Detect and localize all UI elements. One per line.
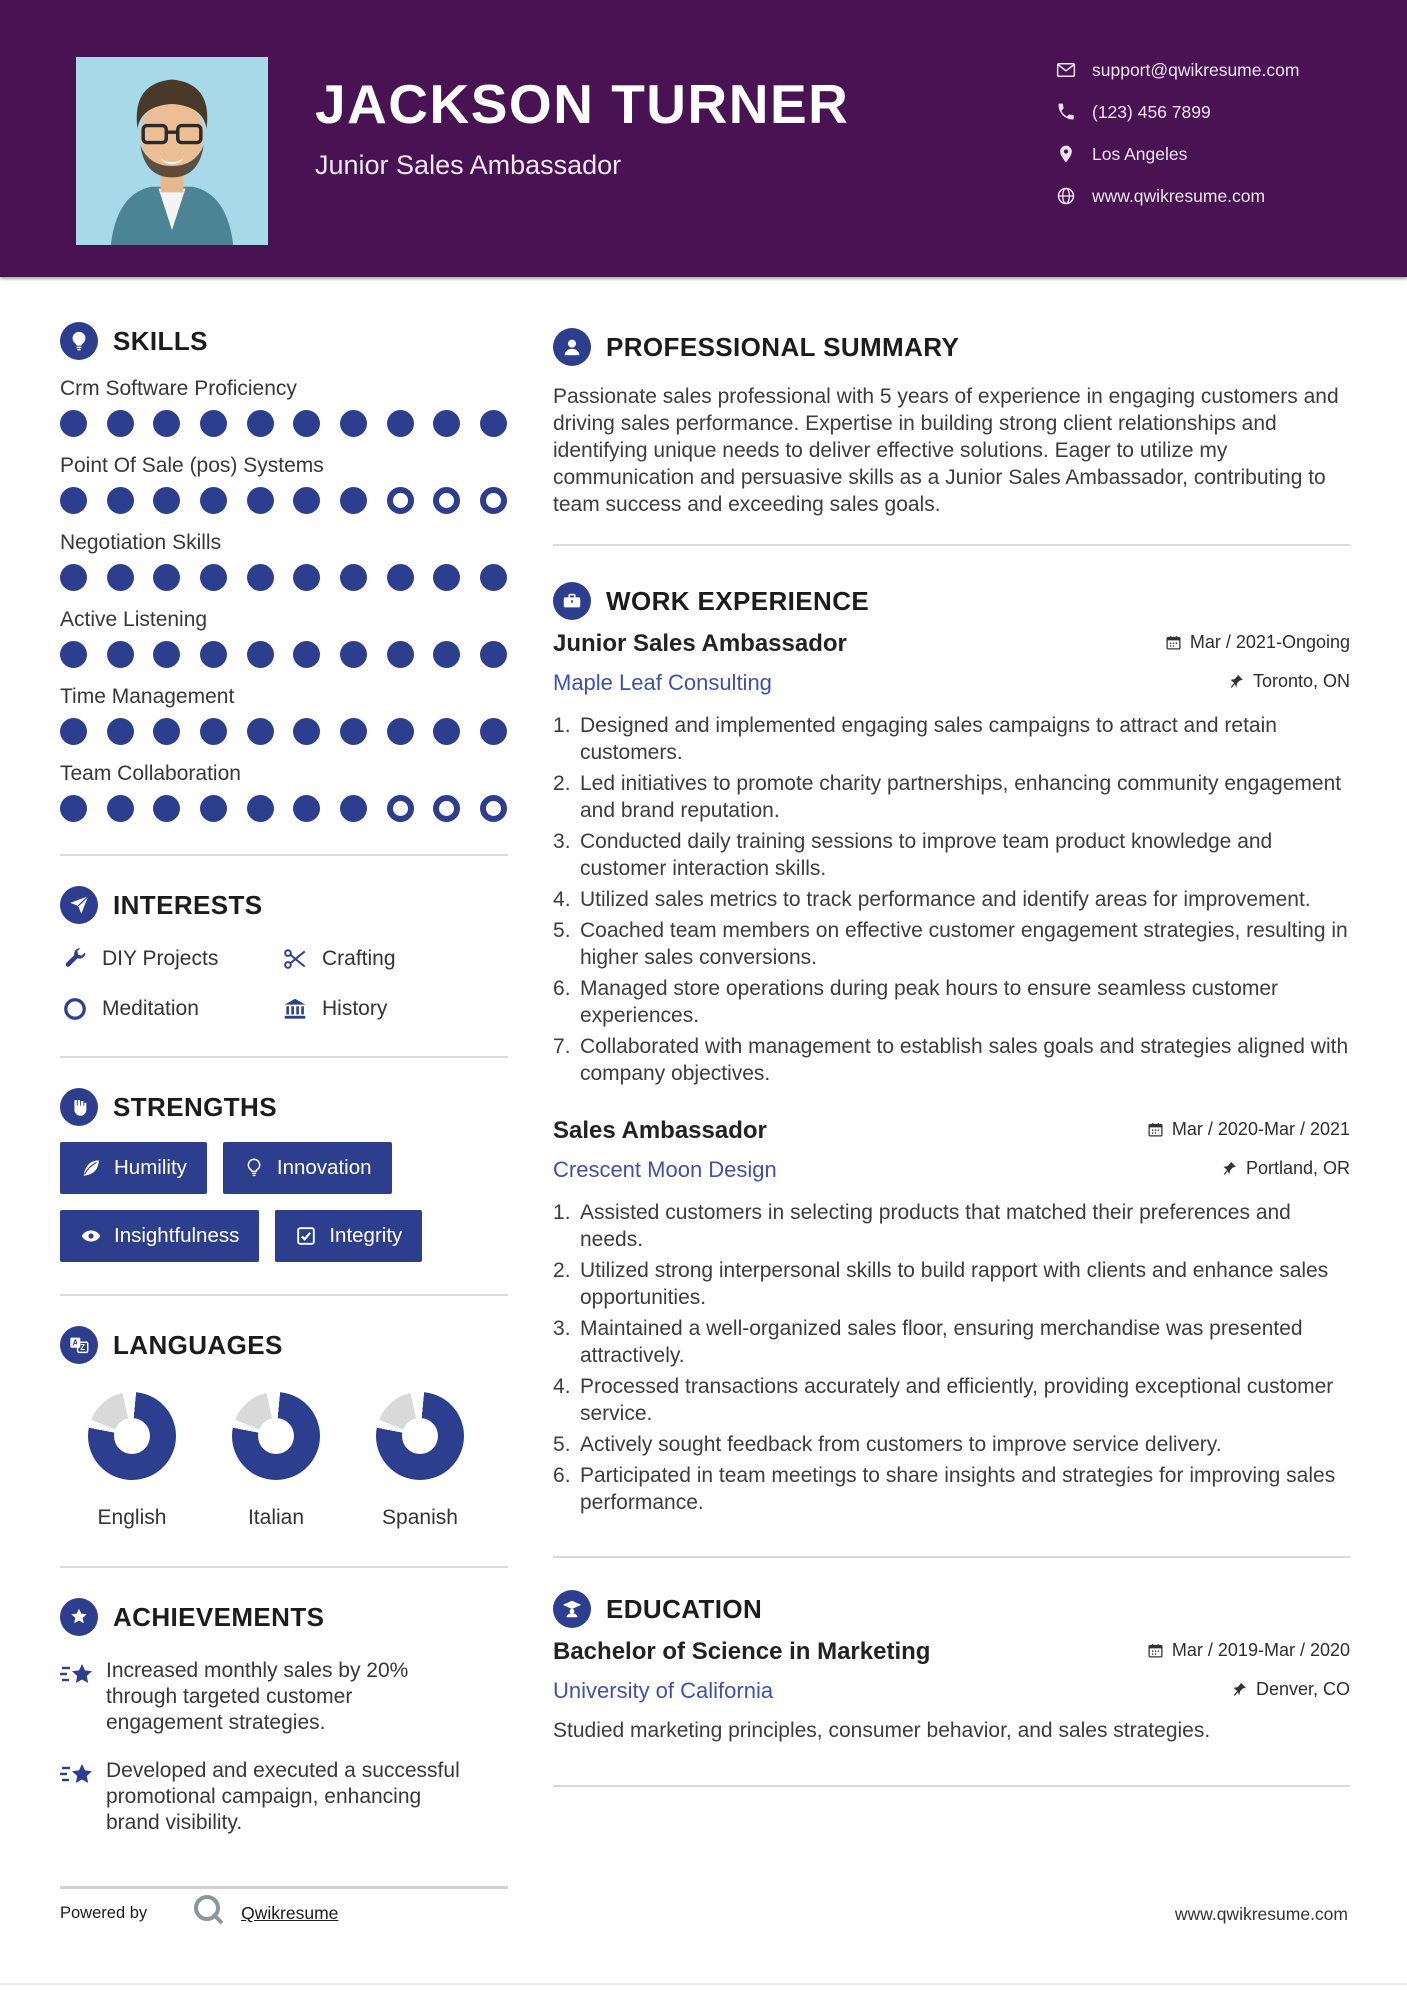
rating-dot-filled bbox=[107, 564, 134, 591]
job-bullet: Led initiatives to promote charity partnerships, enhancing community engagement and brand reputation. bbox=[580, 772, 1342, 822]
rating-dot-filled bbox=[153, 410, 180, 437]
job-bullet: Managed store operations during peak hours to ensure seamless customer experiences. bbox=[580, 977, 1279, 1027]
interest-label: Meditation bbox=[102, 997, 199, 1020]
strength-badge bbox=[275, 1210, 422, 1262]
powered-by-label: Powered by bbox=[60, 1904, 148, 1922]
rating-dot-filled bbox=[107, 487, 134, 514]
rating-dot-filled bbox=[60, 718, 87, 745]
achievement-item bbox=[60, 1758, 508, 1836]
achievements-title: ACHIEVEMENTS bbox=[113, 1601, 325, 1632]
job-dates bbox=[1147, 1119, 1350, 1140]
summary-text: Passionate sales professional with 5 years of experience in engaging customers and driving sales performance. Expertise in building strong client relationships and identifying unique needs to deliver effective solutions. Eager to utilize my communication and persuasive skills as a Junior Sales Ambassador, contributing to team success and exceeding sales goals. bbox=[553, 385, 1339, 516]
job-bullet: Utilized strong interpersonal skills to build rapport with clients and enhance sales opportunities. bbox=[580, 1259, 1329, 1309]
job-location-text: Portland, OR bbox=[1245, 1158, 1350, 1178]
job-dates bbox=[1165, 632, 1350, 653]
bulb-icon bbox=[243, 1157, 265, 1179]
interests-section-header bbox=[60, 886, 508, 924]
job-bullet-list bbox=[553, 1199, 1350, 1516]
svg-text:Z: Z bbox=[80, 1343, 86, 1353]
divider bbox=[553, 544, 1350, 546]
rating-dot-filled bbox=[340, 564, 367, 591]
language-label: Spanish bbox=[382, 1506, 458, 1529]
contact-location bbox=[1056, 140, 1299, 168]
interest-label: DIY Projects bbox=[102, 947, 219, 970]
contact-website-text: www.qwikresume.com bbox=[1092, 185, 1266, 206]
rating-dot-filled bbox=[107, 795, 134, 822]
rating-dot-filled bbox=[293, 641, 320, 668]
contact-phone[interactable] bbox=[1056, 98, 1299, 126]
language-item bbox=[348, 1392, 492, 1530]
page-bottom-edge bbox=[0, 1983, 1407, 1985]
location-icon bbox=[1056, 144, 1076, 164]
rating-dot-filled bbox=[153, 718, 180, 745]
rating-dot-filled bbox=[433, 718, 460, 745]
interest-label: Crafting bbox=[322, 947, 396, 970]
achievement-text: Increased monthly sales by 20% through targeted customer engagement strategies. bbox=[106, 1659, 409, 1734]
language-item bbox=[204, 1392, 348, 1530]
strength-label: Insightfulness bbox=[114, 1224, 240, 1247]
rating-dot-filled bbox=[293, 487, 320, 514]
rating-dot-filled bbox=[107, 641, 134, 668]
language-item bbox=[60, 1392, 204, 1530]
rating-dot-empty bbox=[480, 487, 507, 514]
job-bullet: Collaborated with management to establish sales goals and strategies aligned with company objectives. bbox=[580, 1035, 1349, 1085]
job-location bbox=[1221, 1158, 1350, 1179]
strength-label: Innovation bbox=[276, 1156, 372, 1179]
translate-icon bbox=[60, 1326, 98, 1364]
achievements-section-header bbox=[60, 1598, 508, 1636]
languages-section-header bbox=[60, 1326, 508, 1364]
contact-email-text: support@qwikresume.com bbox=[1092, 59, 1300, 80]
leaf-icon bbox=[80, 1157, 102, 1179]
job-company-link[interactable]: Crescent Moon Design bbox=[553, 1157, 777, 1182]
candidate-title: Junior Sales Ambassador bbox=[315, 150, 622, 180]
shooting-star-icon bbox=[60, 1760, 98, 1794]
rating-dot-filled bbox=[153, 564, 180, 591]
skill-row bbox=[60, 377, 508, 437]
contact-location-text: Los Angeles bbox=[1092, 143, 1188, 164]
pushpin-icon bbox=[1231, 1681, 1248, 1698]
rating-dot-filled bbox=[107, 410, 134, 437]
rating-dot-filled bbox=[387, 718, 414, 745]
languages-title: LANGUAGES bbox=[113, 1329, 283, 1360]
rating-dot-empty bbox=[387, 795, 414, 822]
rating-dot-filled bbox=[247, 718, 274, 745]
divider bbox=[60, 1886, 508, 1889]
interest-label: History bbox=[322, 997, 388, 1020]
divider bbox=[60, 1566, 508, 1568]
skill-label: Active Listening bbox=[60, 608, 208, 631]
rating-dot-filled bbox=[247, 487, 274, 514]
candidate-name: JACKSON TURNER bbox=[315, 73, 850, 135]
rating-dot-filled bbox=[247, 795, 274, 822]
work-title: WORK EXPERIENCE bbox=[606, 585, 870, 616]
calendar-icon bbox=[1147, 1642, 1164, 1659]
briefcase-icon bbox=[553, 582, 591, 620]
divider bbox=[60, 854, 508, 856]
rating-dot-filled bbox=[200, 718, 227, 745]
interests-title: INTERESTS bbox=[113, 889, 263, 920]
rating-dot-filled bbox=[433, 641, 460, 668]
achievement-item bbox=[60, 1658, 508, 1736]
job-bullet-list bbox=[553, 712, 1350, 1087]
star-badge-icon bbox=[60, 1598, 98, 1636]
rating-dot-filled bbox=[340, 487, 367, 514]
rating-dot-filled bbox=[293, 410, 320, 437]
museum-icon bbox=[280, 994, 310, 1024]
rating-dot-empty bbox=[480, 795, 507, 822]
qwikresume-logo-icon bbox=[191, 1893, 227, 1934]
job-role: Sales Ambassador bbox=[553, 1117, 767, 1144]
calendar-icon bbox=[1165, 634, 1182, 651]
contact-block bbox=[1056, 56, 1299, 224]
skill-label: Team Collaboration bbox=[60, 762, 241, 785]
person-icon bbox=[553, 328, 591, 366]
rating-dot-filled bbox=[247, 410, 274, 437]
svg-text:A: A bbox=[72, 1338, 79, 1348]
graduate-icon bbox=[553, 1590, 591, 1628]
strengths-section-header bbox=[60, 1088, 508, 1126]
rating-dot-filled bbox=[200, 564, 227, 591]
skill-row bbox=[60, 454, 508, 514]
strength-badge bbox=[223, 1142, 392, 1194]
rating-dot-filled bbox=[153, 795, 180, 822]
fist-icon bbox=[60, 1088, 98, 1126]
divider bbox=[60, 1294, 508, 1296]
education-dates-text: Mar / 2019-Mar / 2020 bbox=[1171, 1640, 1350, 1660]
footer-branding bbox=[60, 1893, 338, 1934]
shooting-star-icon bbox=[60, 1660, 98, 1694]
rating-dot-empty bbox=[433, 487, 460, 514]
rating-dot-filled bbox=[433, 564, 460, 591]
work-section-header bbox=[553, 582, 1350, 620]
interest-item bbox=[280, 944, 500, 974]
strength-label: Integrity bbox=[329, 1224, 403, 1247]
pushpin-icon bbox=[1221, 1160, 1238, 1177]
skill-label: Time Management bbox=[60, 685, 235, 708]
rating-dot-filled bbox=[293, 718, 320, 745]
summary-title: PROFESSIONAL SUMMARY bbox=[606, 331, 960, 362]
education-title: EDUCATION bbox=[606, 1593, 763, 1624]
wrench-icon bbox=[60, 944, 90, 974]
job-entry bbox=[553, 630, 1350, 1087]
job-bullet: Coached team members on effective customer engagement strategies, resulting in higher sales conversions. bbox=[580, 919, 1348, 969]
skill-rating bbox=[60, 487, 507, 514]
divider bbox=[553, 1556, 1350, 1558]
skills-section-header bbox=[60, 322, 508, 360]
skill-label: Crm Software Proficiency bbox=[60, 377, 297, 400]
rating-dot-filled bbox=[200, 641, 227, 668]
rating-dot-filled bbox=[387, 564, 414, 591]
strength-label: Humility bbox=[114, 1156, 187, 1179]
rating-dot-filled bbox=[200, 410, 227, 437]
rating-dot-filled bbox=[153, 641, 180, 668]
rating-dot-filled bbox=[293, 564, 320, 591]
education-description: Studied marketing principles, consumer behavior, and sales strategies. bbox=[553, 1719, 1211, 1742]
footer-website[interactable]: www.qwikresume.com bbox=[1174, 1904, 1348, 1924]
rating-dot-filled bbox=[480, 718, 507, 745]
job-bullet: Processed transactions accurately and efficiently, providing exceptional customer service. bbox=[580, 1375, 1334, 1425]
rating-dot-filled bbox=[480, 410, 507, 437]
interest-item bbox=[60, 994, 280, 1024]
language-donut-chart bbox=[88, 1392, 176, 1480]
achievements-list bbox=[60, 1658, 508, 1836]
languages-list bbox=[60, 1392, 508, 1530]
rating-dot-filled bbox=[200, 487, 227, 514]
strengths-title: STRENGTHS bbox=[113, 1091, 277, 1122]
interest-item bbox=[60, 944, 280, 974]
main-column bbox=[553, 328, 1350, 1787]
rating-dot-filled bbox=[60, 641, 87, 668]
job-bullet: Actively sought feedback from customers to improve service delivery. bbox=[580, 1433, 1222, 1456]
header-band bbox=[0, 0, 1407, 277]
rating-dot-filled bbox=[340, 795, 367, 822]
rating-dot-filled bbox=[387, 641, 414, 668]
rating-dot-filled bbox=[480, 641, 507, 668]
interests-list bbox=[60, 944, 508, 1024]
skill-rating bbox=[60, 564, 507, 591]
phone-icon bbox=[1056, 102, 1076, 122]
interest-item bbox=[280, 994, 500, 1024]
skills-title: SKILLS bbox=[113, 325, 208, 356]
rating-dot-filled bbox=[340, 641, 367, 668]
job-location bbox=[1228, 671, 1350, 692]
strengths-badges bbox=[60, 1142, 508, 1262]
education-location-text: Denver, CO bbox=[1255, 1679, 1350, 1699]
rating-dot-filled bbox=[60, 487, 87, 514]
contact-email[interactable] bbox=[1056, 56, 1299, 84]
rating-dot-filled bbox=[433, 410, 460, 437]
education-entry bbox=[553, 1638, 1350, 1743]
education-degree: Bachelor of Science in Marketing bbox=[553, 1638, 931, 1665]
job-bullet: Assisted customers in selecting products that matched their preferences and needs. bbox=[580, 1201, 1291, 1251]
mail-icon bbox=[1056, 60, 1076, 80]
achievement-text: Developed and executed a successful promotional campaign, enhancing brand visibility. bbox=[106, 1759, 460, 1834]
job-bullet: Maintained a well-organized sales floor, ensuring merchandise was presented attractively. bbox=[580, 1317, 1303, 1367]
eye-icon bbox=[80, 1225, 102, 1247]
rating-dot-filled bbox=[153, 487, 180, 514]
job-dates-text: Mar / 2020-Mar / 2021 bbox=[1171, 1119, 1350, 1139]
skill-label: Negotiation Skills bbox=[60, 531, 222, 554]
skill-row bbox=[60, 762, 508, 822]
skill-rating bbox=[60, 718, 507, 745]
profile-photo-illustration bbox=[76, 57, 268, 245]
globe-icon bbox=[1056, 186, 1076, 206]
job-company-link[interactable]: Maple Leaf Consulting bbox=[553, 670, 772, 695]
contact-website[interactable] bbox=[1056, 182, 1299, 210]
calendar-icon bbox=[1147, 1121, 1164, 1138]
job-role: Junior Sales Ambassador bbox=[553, 630, 847, 657]
skill-label: Point Of Sale (pos) Systems bbox=[60, 454, 324, 477]
job-entry bbox=[553, 1117, 1350, 1516]
education-section-header bbox=[553, 1590, 1350, 1628]
paper-plane-icon bbox=[60, 886, 98, 924]
strength-badge bbox=[60, 1210, 259, 1262]
skill-row bbox=[60, 608, 508, 668]
rating-dot-filled bbox=[293, 795, 320, 822]
check-square-icon bbox=[295, 1225, 317, 1247]
strength-badge bbox=[60, 1142, 207, 1194]
job-bullet: Designed and implemented engaging sales campaigns to attract and retain customers. bbox=[580, 714, 1277, 764]
skill-rating bbox=[60, 641, 507, 668]
language-label: Italian bbox=[247, 1506, 305, 1529]
skill-row bbox=[60, 531, 508, 591]
divider bbox=[60, 1056, 508, 1058]
rating-dot-filled bbox=[247, 641, 274, 668]
education-school-link[interactable]: University of California bbox=[553, 1678, 774, 1703]
education-dates bbox=[1147, 1640, 1350, 1661]
skill-rating bbox=[60, 795, 507, 822]
language-label: English bbox=[97, 1506, 167, 1529]
rating-dot-filled bbox=[340, 410, 367, 437]
rating-dot-filled bbox=[340, 718, 367, 745]
rating-dot-filled bbox=[60, 795, 87, 822]
rating-dot-filled bbox=[247, 564, 274, 591]
summary-section-header bbox=[553, 328, 1350, 366]
language-donut-chart bbox=[376, 1392, 464, 1480]
skill-row bbox=[60, 685, 508, 745]
scissors-icon bbox=[280, 944, 310, 974]
contact-phone-text: (123) 456 7899 bbox=[1092, 101, 1211, 122]
job-location-text: Toronto, ON bbox=[1252, 671, 1350, 691]
rating-dot-filled bbox=[107, 718, 134, 745]
lightbulb-icon bbox=[60, 322, 98, 360]
rating-dot-filled bbox=[387, 410, 414, 437]
rating-dot-empty bbox=[433, 795, 460, 822]
language-donut-chart bbox=[232, 1392, 320, 1480]
job-bullet: Participated in team meetings to share insights and strategies for improving sales performance. bbox=[580, 1464, 1336, 1514]
job-bullet: Utilized sales metrics to track performance and identify areas for improvement. bbox=[580, 888, 1311, 911]
circle-icon bbox=[60, 994, 90, 1024]
sidebar-column bbox=[60, 322, 508, 1889]
rating-dot-filled bbox=[200, 795, 227, 822]
rating-dot-filled bbox=[60, 410, 87, 437]
skills-list bbox=[60, 377, 508, 822]
pushpin-icon bbox=[1228, 673, 1245, 690]
education-location bbox=[1231, 1679, 1350, 1700]
qwikresume-link[interactable]: Qwikresume bbox=[241, 1903, 339, 1923]
job-dates-text: Mar / 2021-Ongoing bbox=[1189, 632, 1350, 652]
profile-photo bbox=[76, 57, 268, 245]
rating-dot-empty bbox=[387, 487, 414, 514]
skill-rating bbox=[60, 410, 507, 437]
rating-dot-filled bbox=[60, 564, 87, 591]
job-bullet: Conducted daily training sessions to improve team product knowledge and customer interaction skills. bbox=[580, 830, 1273, 880]
rating-dot-filled bbox=[480, 564, 507, 591]
divider bbox=[553, 1785, 1350, 1787]
